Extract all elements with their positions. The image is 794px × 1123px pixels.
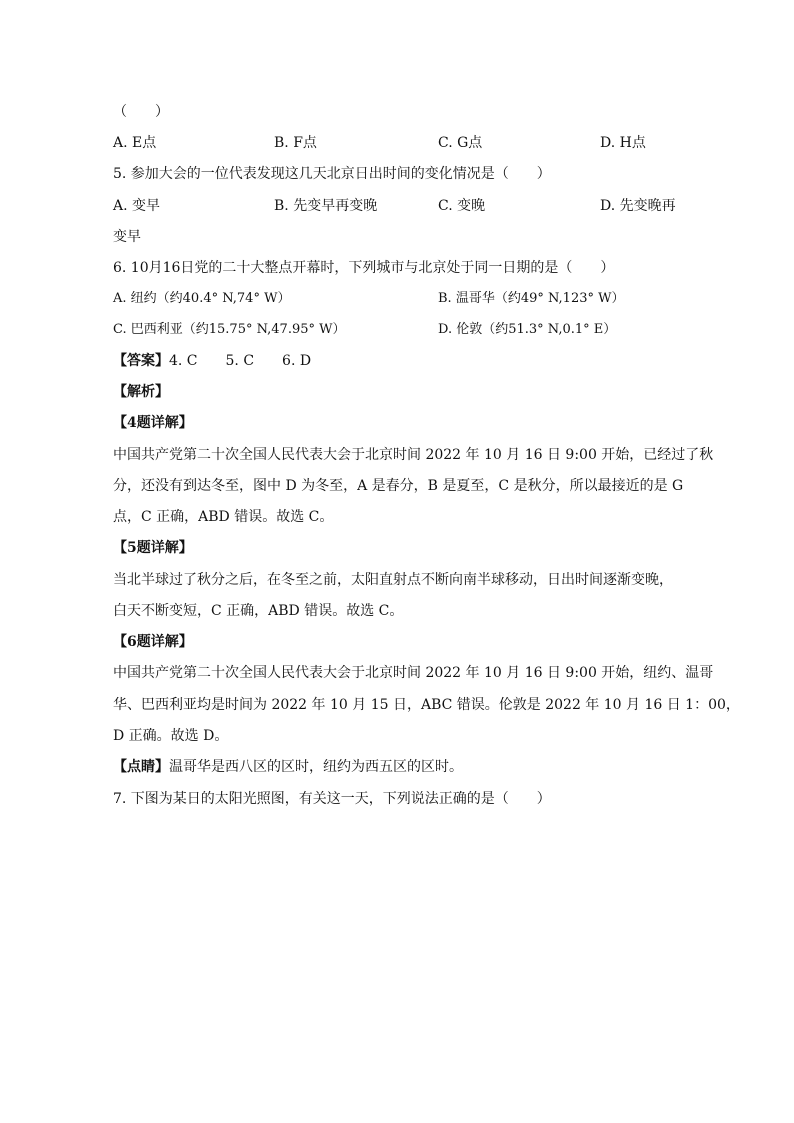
q5-option-c: C. 变晚 bbox=[438, 198, 486, 214]
q6-option-b: B. 温哥华（约49° N,123° W） bbox=[438, 291, 625, 306]
answer-text: 4. C 5. C 6. D bbox=[169, 353, 312, 369]
q6-option-d: D. 伦敦（约51.3° N,0.1° E） bbox=[438, 322, 617, 337]
detail-4-line-1: 中国共产党第二十次全国人民代表大会于北京时间 2022 年 10 月 16 日 9:00 开始，已经过了秋 bbox=[113, 447, 714, 463]
tip-tag: 【点睛】 bbox=[113, 759, 169, 775]
tip-line bbox=[113, 757, 463, 777]
q5-stem: 5. 参加大会的一位代表发现这几天北京日出时间的变化情况是（ ） bbox=[113, 166, 551, 182]
q5-option-b: B. 先变早再变晚 bbox=[274, 198, 378, 214]
detail-4-tag: 【4题详解】 bbox=[113, 415, 193, 431]
detail-6-line-3: D 正确。故选 D。 bbox=[113, 728, 229, 744]
detail-4-line-3: 点，C 正确，ABD 错误。故选 C。 bbox=[113, 509, 334, 525]
q4-option-d: D. H点 bbox=[600, 135, 646, 151]
answer-line bbox=[113, 351, 311, 371]
analysis-tag: 【解析】 bbox=[113, 384, 169, 400]
q4-option-c: C. G点 bbox=[438, 135, 483, 151]
detail-5-line-1: 当北半球过了秋分之后，在冬至之前，太阳直射点不断向南半球移动，日出时间逐渐变晚， bbox=[113, 572, 673, 588]
q4-paren: （ ） bbox=[113, 104, 169, 120]
q6-option-c: C. 巴西利亚（约15.75° N,47.95° W） bbox=[113, 322, 346, 337]
q5-option-d-wrap: 变早 bbox=[113, 229, 141, 245]
detail-6-tag: 【6题详解】 bbox=[113, 634, 193, 650]
detail-6-line-2: 华、巴西利亚均是时间为 2022 年 10 月 15 日，ABC 错误。伦敦是 2022 年 10 月 16 日 1：00， bbox=[113, 697, 740, 713]
detail-4-line-2: 分，还没有到达冬至，图中 D 为冬至，A 是春分，B 是夏至，C 是秋分，所以最接近的是 G bbox=[113, 478, 684, 494]
detail-5-tag: 【5题详解】 bbox=[113, 540, 193, 556]
q5-option-a: A. 变早 bbox=[113, 198, 161, 214]
q5-option-d: D. 先变晚再 bbox=[600, 198, 676, 214]
answer-tag: 【答案】 bbox=[113, 353, 169, 369]
q7-stem: 7. 下图为某日的太阳光照图，有关这一天，下列说法正确的是（ ） bbox=[113, 791, 551, 807]
detail-5-line-2: 白天不断变短，C 正确，ABD 错误。故选 C。 bbox=[113, 603, 404, 619]
q4-option-a: A. E点 bbox=[113, 135, 157, 151]
tip-text: 温哥华是西八区的区时，纽约为西五区的区时。 bbox=[169, 759, 463, 775]
q6-option-a: A. 纽约（约40.4° N,74° W） bbox=[113, 291, 291, 306]
detail-6-line-1: 中国共产党第二十次全国人民代表大会于北京时间 2022 年 10 月 16 日 9:00 开始，纽约、温哥 bbox=[113, 665, 714, 681]
q4-option-b: B. F点 bbox=[274, 135, 317, 151]
q6-stem: 6. 10月16日党的二十大整点开幕时，下列城市与北京处于同一日期的是（ ） bbox=[113, 260, 615, 276]
